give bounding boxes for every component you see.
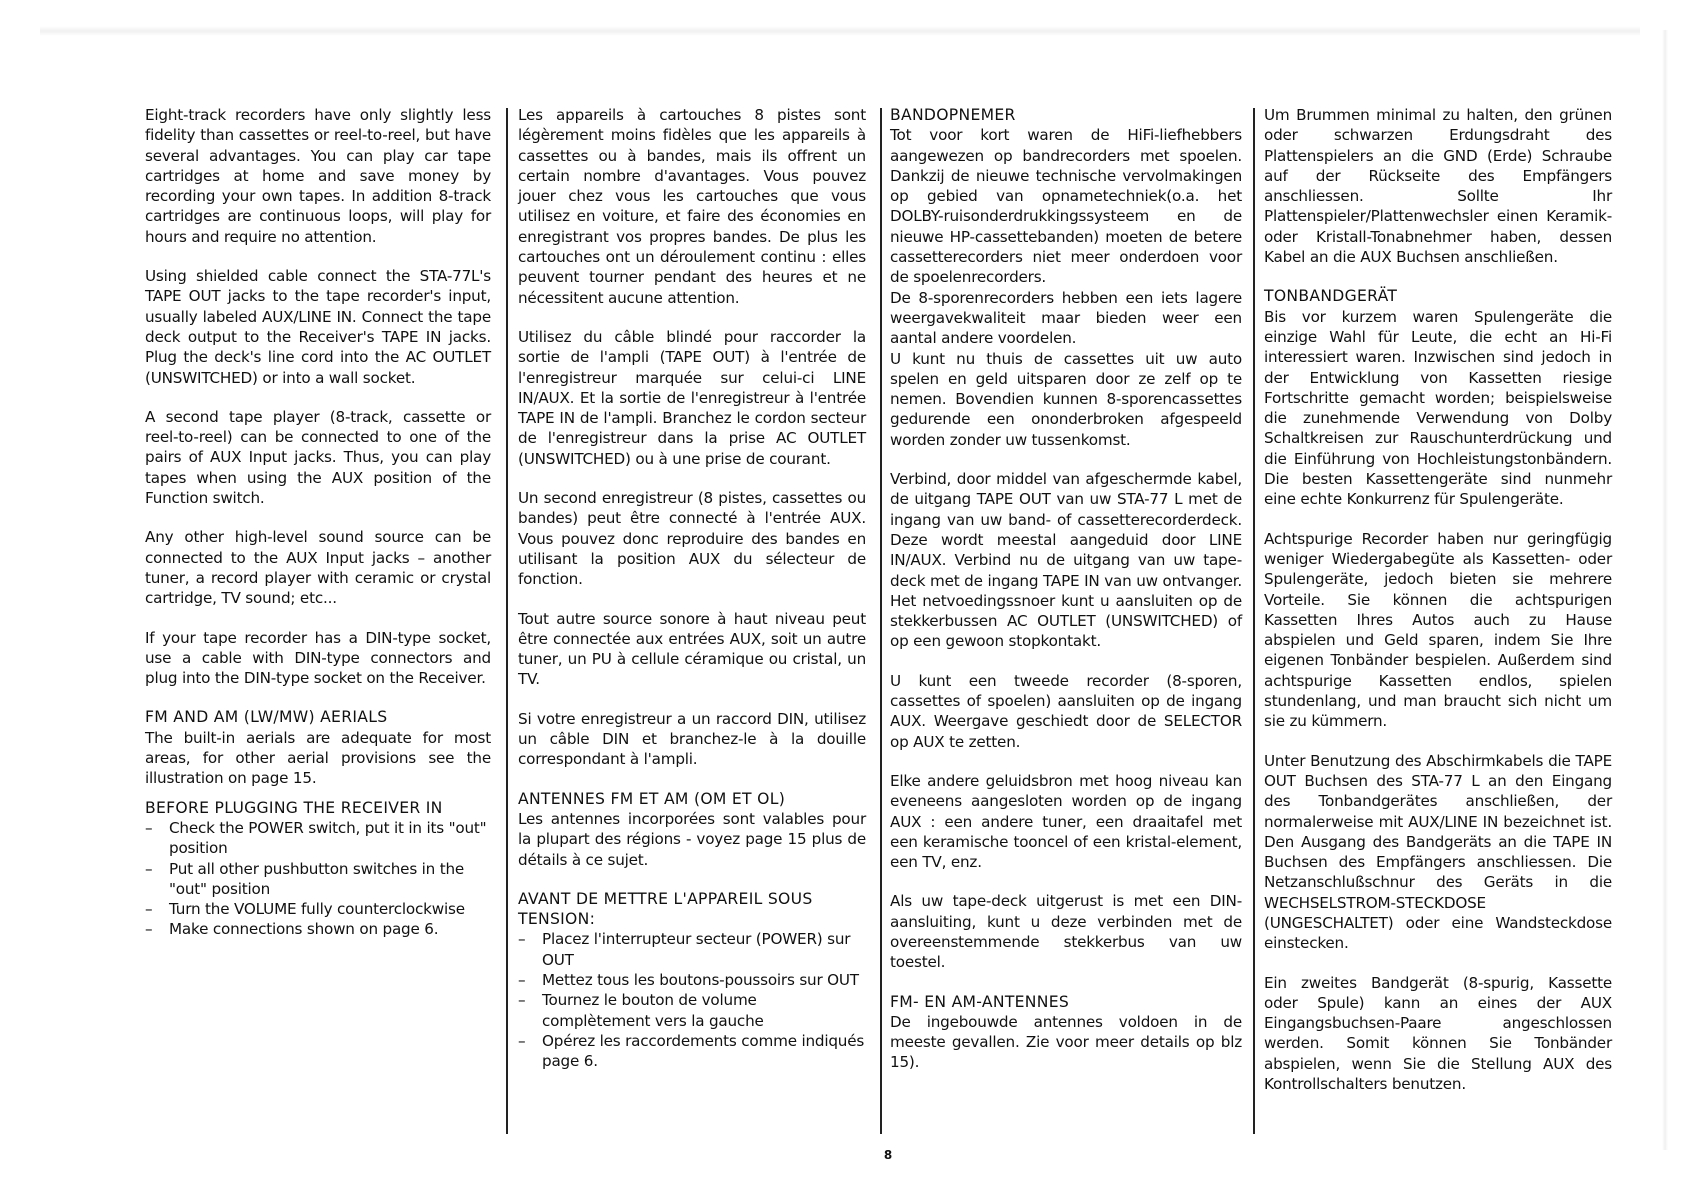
english-checklist	[145, 818, 491, 940]
list-item: – Turn the VOLUME fully counterclockwise	[145, 899, 491, 919]
dutch-paragraph: Als uw tape-deck uitgerust is met een DIN-aansluiting, kunt u deze verbinden met de overeenstemmende stekkerbus van uw toestel.	[890, 892, 1242, 972]
list-item: – Opérez les raccordements comme indiqués page 6.	[518, 1031, 866, 1072]
list-item: – Mettez tous les boutons-poussoirs sur OUT	[518, 970, 866, 990]
french-checklist	[518, 929, 866, 1071]
english-paragraph: Any other high-level sound source can be connected to the AUX Input jacks – another tuner, a record player with ceramic or crystal cartridge, TV sound; etc...	[145, 528, 491, 608]
german-paragraph: Bis vor kurzem waren Spulengeräte die einzige Wahl für Leute, die echt an Hi-Fi interessiert waren. Inzwischen sind jedoch in der Entwicklung von Kassetten riesige Fortschritte gemacht worden; beispielsweise die zunehmende Verwendung von Dolby Schaltkreisen zur Rauschunterdrückung und die Einführung von Hochleistungstonbändern. Die besten Kassettengeräte sind nunmehr eine echte Konkurrenz für Spulengeräte.	[1264, 307, 1612, 509]
french-paragraph: Les appareils à cartouches 8 pistes sont légèrement moins fidèles que les appareils à cassettes ou à bandes, mais ils offrent un certain nombre d'avantages. Vous pouvez jouer chez vous les cartouches que vous utilisez en voiture, et faire des économies en enregistrant vos propres bandes. De plus les cartouches ont un déroulement continu : elles peuvent tourner pendant des heures et ne nécessitent aucune attention.	[518, 106, 866, 307]
list-item: – Make connections shown on page 6.	[145, 919, 491, 939]
french-paragraph: Un second enregistreur (8 pistes, cassettes ou bandes) peut être connecté à l'entrée AUX. Vous pouvez donc reproduire des bandes en utilisant la position AUX du sélecteur de fonction.	[518, 489, 866, 589]
column-divider	[1253, 108, 1255, 1134]
dutch-paragraph: Tot voor kort waren de HiFi-liefhebbers aangewezen op bandrecorders met spoelen. Dankzij de nieuwe technische vervolmakingen op gebied van opnametechniek(o.a. het DOLBY-ruisonderdrukkingssysteem en de nieuwe HP-cassettebanden) moeten de betere cassetterecorders niet meer onderdoen voor de spoelenrecorders.	[890, 126, 1242, 287]
column-divider	[880, 108, 882, 1134]
list-item: – Put all other pushbutton switches in the "out" position	[145, 859, 491, 900]
english-paragraph: Using shielded cable connect the STA-77L's TAPE OUT jacks to the tape recorder's input, usually labeled AUX/LINE IN. Connect the tape deck output to the Receiver's TAPE IN jacks. Plug the deck's line cord into the AC OUTLET (UNSWITCHED) or into a wall socket.	[145, 267, 491, 387]
english-paragraph: A second tape player (8-track, cassette or reel-to-reel) can be connected to one of the pairs of AUX Input jacks. Thus, you can play tapes when using the AUX position of the Function switch.	[145, 407, 491, 508]
dutch-paragraph: Elke andere geluidsbron met hoog niveau kan eveneens aangesloten worden op de ingang AUX : een andere tuner, een draaitafel met een keramische tooncel of een kristal-element, een TV, enz.	[890, 771, 1242, 872]
scan-edge-top	[40, 26, 1640, 36]
english-paragraph: If your tape recorder has a DIN-type socket, use a cable with DIN-type connectors and plug into the DIN-type socket on the Receiver.	[145, 628, 491, 688]
scan-edge-right	[1662, 30, 1668, 1150]
french-paragraph: Les antennes incorporées sont valables pour la plupart des régions - voyez page 15 plus de détails à ce sujet.	[518, 809, 866, 869]
french-column	[518, 105, 866, 1071]
dutch-paragraph: U kunt nu thuis de cassettes uit uw auto spelen en geld uitsparen door ze zelf op te nemen. Bovendien kunnen 8-sporencassettes gedurende een ononderbroken afgespeeld worden zonder uw tussenkomst.	[890, 349, 1242, 449]
page-number: 8	[883, 1148, 893, 1162]
french-paragraph: Utilisez du câble blindé pour raccorder la sortie de l'ampli (TAPE OUT) à l'entrée de l'enregistreur marquée sur celui-ci LINE IN/AUX. Et la sortie de l'enregistreur à l'entrée TAPE IN de l'ampli. Branchez le cordon secteur de l'enregistreur dans la prise AC OUTLET (UNSWITCHED) ou à une prise de courant.	[518, 327, 866, 468]
list-item: – Tournez le bouton de volume complètement vers la gauche	[518, 990, 866, 1031]
german-paragraph: Um Brummen minimal zu halten, den grünen oder schwarzen Erdungsdraht des Plattenspielers an die GND (Erde) Schraube auf der Rückseite des Empfängers anschliessen. Sollte Ihr Plattenspieler/Plattenwechsler einen Keramik- oder Kristall-Tonabnehmer haben, dessen Kabel an die AUX Buchsen anschließen.	[1264, 106, 1612, 267]
english-paragraph: Eight-track recorders have only slightly less fidelity than cassettes or reel-to-reel, but have several advantages. You can play car tape cartridges at home and save money by recording your own tapes. In addition 8-track cartridges are continuous loops, will play for hours and require no attention.	[145, 106, 491, 246]
list-item: – Placez l'interrupteur secteur (POWER) sur OUT	[518, 929, 866, 970]
german-paragraph: Unter Benutzung des Abschirmkabels die TAPE OUT Buchsen des STA-77 L an den Eingang des Tonbandgerätes anschließen, der normalerweise mit AUX/LINE IN bezeichnet ist. Den Ausgang des Bandgeräts an die TAPE IN Buchsen des Empfängers anschliessen. Die Netzanschlußschnur des Geräts in die WECHSELSTROM-STECKDOSE (UNGESCHALTET) oder eine Wandsteckdose einstecken.	[1264, 751, 1612, 953]
dutch-heading-bandopnemer: BANDOPNEMER	[890, 106, 1016, 124]
french-heading-avant: AVANT DE METTRE L'APPAREIL SOUS TENSION:	[518, 889, 813, 929]
french-paragraph: Si votre enregistreur a un raccord DIN, utilisez un câble DIN et branchez-le à la douille correspondant à l'ampli.	[518, 709, 866, 769]
german-paragraph: Achtspurige Recorder haben nur geringfügig weniger Wiedergabegüte als Kassetten- oder Spulengeräte, jedoch bieten sie mehrere Vorteile. Sie können die achtspurigen Kassetten Ihres Autos auch zu Hause abspielen und Geld sparen, indem Sie Ihre eigenen Tonbänder bespielen. Außerdem sind achtspurige Kassetten endlos, spielen stundenlang, und man braucht sich nicht um sie zu kümmern.	[1264, 529, 1612, 731]
english-heading-before-plugging: BEFORE PLUGGING THE RECEIVER IN	[145, 798, 443, 817]
dutch-paragraph: Verbind, door middel van afgeschermde kabel, de uitgang TAPE OUT van uw STA-77 L met de ingang van uw band- of cassetterecorderdeck. Deze wordt meestal aangeduid door LINE IN/AUX. Verbind nu de uitgang van uw tape-deck met de ingang TAPE IN van uw ontvanger. Het netvoedingssnoer kunt u aansluiten op de stekkerbussen AC OUTLET (UNSWITCHED) of op een gewoon stopkontakt.	[890, 470, 1242, 651]
dutch-column	[890, 105, 1242, 1092]
english-heading-aerials: FM AND AM (LW/MW) AERIALS	[145, 708, 388, 727]
english-paragraph: The built-in aerials are adequate for most areas, for other aerial provisions see the illustration on page 15.	[145, 728, 491, 788]
german-column	[1264, 105, 1612, 1113]
english-column	[145, 105, 491, 940]
dutch-heading-antennes: FM- EN AM-ANTENNES	[890, 992, 1070, 1011]
dutch-paragraph: U kunt een tweede recorder (8-sporen, cassettes of spoelen) aansluiten op de ingang AUX. Weergave geschiedt door de SELECTOR op AUX te zetten.	[890, 671, 1242, 751]
dutch-paragraph: De 8-sporenrecorders hebben een iets lagere weergavekwaliteit maar bieden weer een aantal andere voordelen.	[890, 288, 1242, 348]
list-item: – Check the POWER switch, put it in its "out" position	[145, 818, 491, 859]
column-divider	[506, 108, 508, 1134]
dutch-paragraph: De ingebouwde antennes voldoen in de meeste gevallen. Zie voor meer details op blz 15).	[890, 1012, 1242, 1072]
french-paragraph: Tout autre source sonore à haut niveau peut être connectée aux entrées AUX, soit un autre tuner, un PU à cellule céramique ou cristal, un TV.	[518, 609, 866, 689]
german-heading-tonbandgeraet: TONBANDGERÄT	[1264, 287, 1398, 306]
german-paragraph: Ein zweites Bandgerät (8-spurig, Kassette oder Spule) kann an eines der AUX Eingangsbuchsen-Paare angeschlossen werden. Somit können Sie Tonbänder abspielen, wenn Sie die Stellung AUX des Kontrollschalters benutzen.	[1264, 973, 1612, 1094]
french-heading-antennes: ANTENNES FM ET AM (OM ET OL)	[518, 789, 786, 808]
